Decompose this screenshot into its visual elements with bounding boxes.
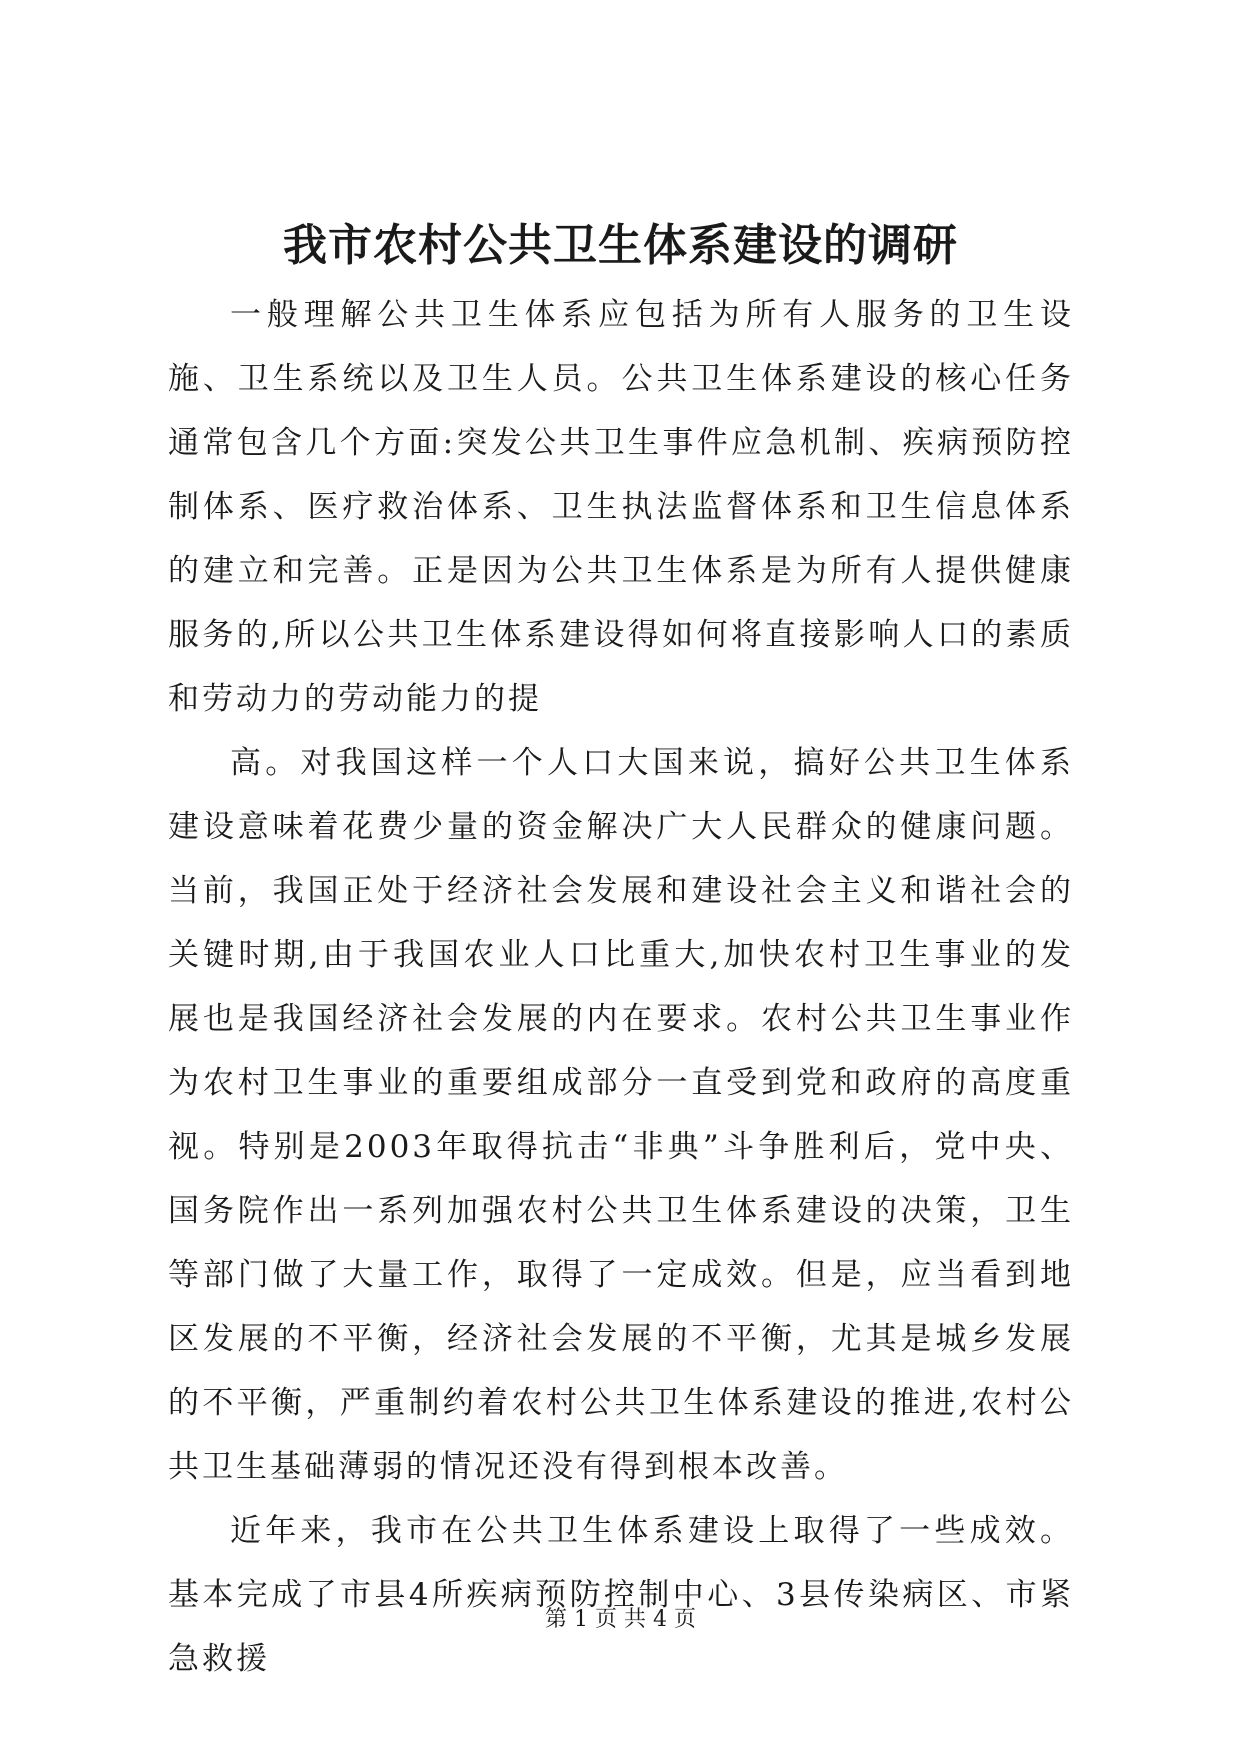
- paragraph-3: 近年来，我市在公共卫生体系建设上取得了一些成效。基本完成了市县4所疾病预防控制中心、3县传染病区、市紧急救援: [168, 1513, 1074, 1677]
- paragraph-1: 一般理解公共卫生体系应包括为所有人服务的卫生设施、卫生系统以及卫生人员。公共卫生体系建设的核心任务通常包含几个方面:突发公共卫生事件应急机制、疾病预防控制体系、医疗救治体系、卫生执法监督体系和卫生信息体系的建立和完善。正是因为公共卫生体系是为所有人提供健康服务的,所以公共卫生体系建设得如何将直接影响人口的素质和劳动力的劳动能力的提: [168, 297, 1074, 717]
- document-title: 我市农村公共卫生体系建设的调研: [283, 220, 958, 271]
- document-body: [168, 283, 1074, 1691]
- paragraph-2: 高。对我国这样一个人口大国来说，搞好公共卫生体系建设意味着花费少量的资金解决广大人民群众的健康问题。当前，我国正处于经济社会发展和建设社会主义和谐社会的关键时期,由于我国农业人口比重大,加快农村卫生事业的发展也是我国经济社会发展的内在要求。农村公共卫生事业作为农村卫生事业的重要组成部分一直受到党和政府的高度重视。特别是2003年取得抗击“非典”斗争胜利后，党中央、国务院作出一系列加强农村公共卫生体系建设的决策，卫生等部门做了大量工作，取得了一定成效。但是，应当看到地区发展的不平衡，经济社会发展的不平衡，尤其是城乡发展的不平衡，严重制约着农村公共卫生体系建设的推进,农村公共卫生基础薄弱的情况还没有得到根本改善。: [168, 745, 1074, 1485]
- page-footer: 第 1 页 共 4 页: [545, 1607, 696, 1632]
